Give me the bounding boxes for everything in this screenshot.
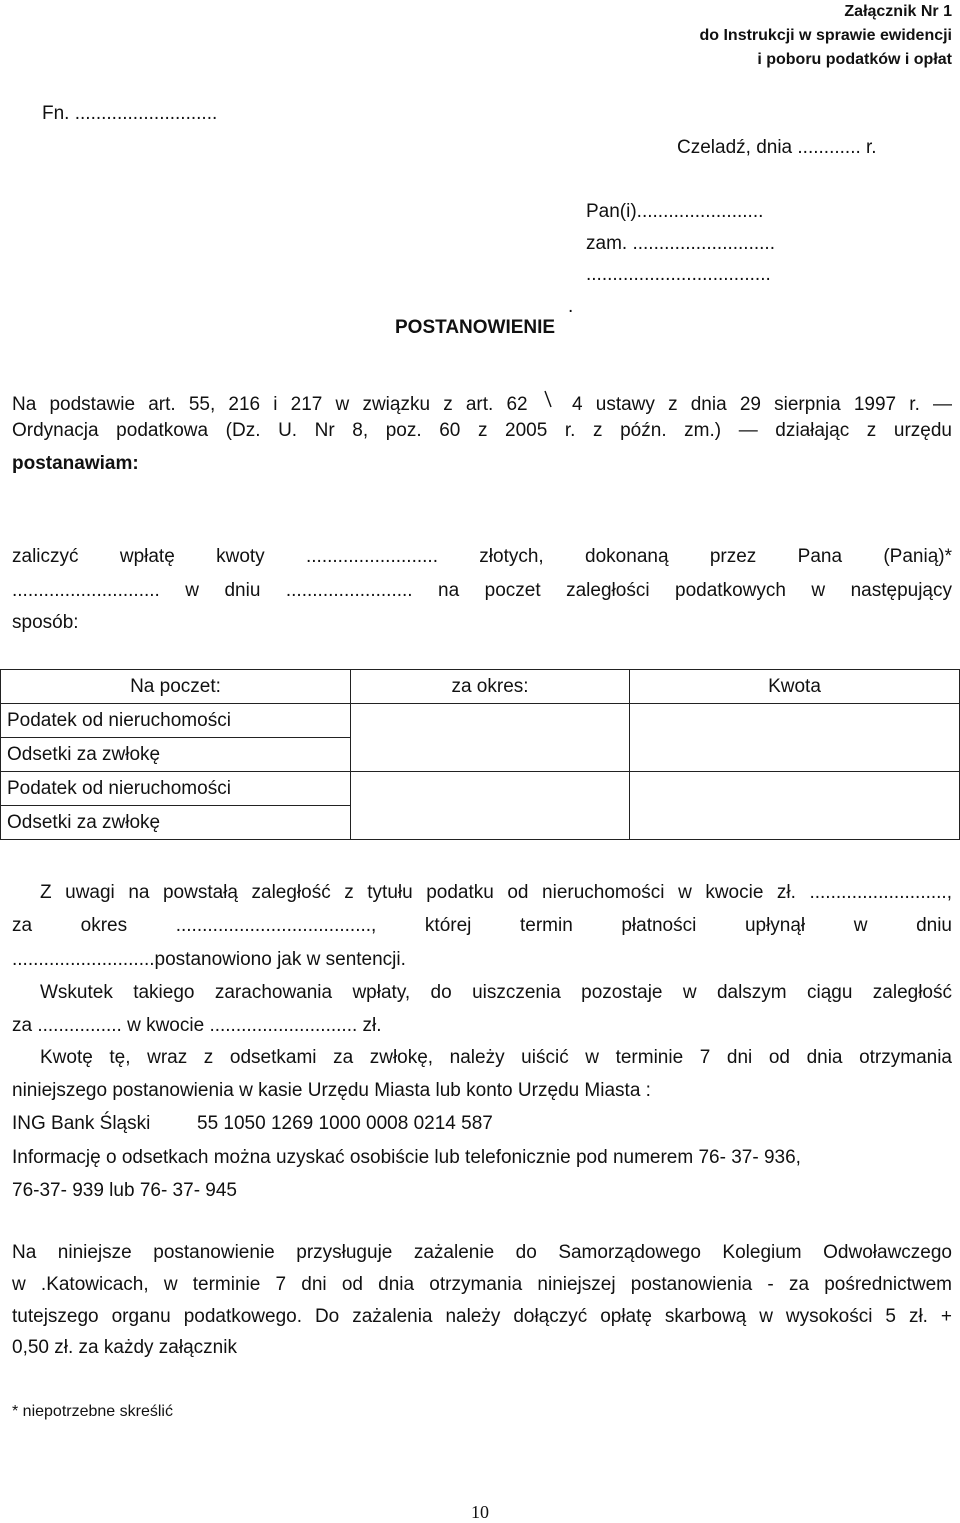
addressee-name: Pan(i)........................ <box>586 201 764 222</box>
amount-cell <box>630 738 960 772</box>
row-label: Podatek od nieruchomości <box>1 704 351 738</box>
header-kwota: Kwota <box>630 670 960 704</box>
appeal-line-4: 0,50 zł. za każdy załącznik <box>12 1337 237 1358</box>
addressee-address-line: ................................... <box>586 264 771 285</box>
appeal-line-3: tutejszego organu podatkowego. Do zażalenia należy dołączyć opłatę skarbową w wysokości 5 zł. + <box>12 1306 952 1327</box>
amount-cell <box>630 704 960 738</box>
period-cell <box>351 738 630 772</box>
legal-basis-line-2: Ordynacja podatkowa (Dz. U. Nr 8, poz. 60 z 2005 r. z późn. zm.) — działając z urzędu <box>12 420 952 441</box>
annex-line-2: do Instrukcji w sprawie ewidencji <box>699 27 952 44</box>
phone-info-line-1: Informację o odsetkach można uzyskać osobiście lub telefonicznie pod numerem 76- 37- 936, <box>12 1147 801 1168</box>
addressee-address: zam. ........................... <box>586 233 775 254</box>
payment-line-1: Kwotę tę, wraz z odsetkami za zwłokę, należy uiścić w terminie 7 dni od dnia otrzymania <box>40 1047 952 1068</box>
payment-line-2: niniejszego postanowienia w kasie Urzędu Miasta lub konto Urzędu Miasta : <box>12 1080 651 1101</box>
annex-header <box>699 0 952 72</box>
period-cell <box>351 772 630 806</box>
period-cell <box>351 806 630 840</box>
table-header-row <box>1 670 960 704</box>
decision-keyword: postanawiam: <box>12 453 139 474</box>
table-row <box>1 704 960 738</box>
allocation-table <box>0 669 960 840</box>
row-label: Podatek od nieruchomości <box>1 772 351 806</box>
legal-basis-line-1 <box>12 388 952 416</box>
appeal-line-1: Na niniejsze postanowienie przysługuje zażalenie do Samorządowego Kolegium Odwoławczego <box>12 1242 952 1263</box>
justification-line-1: Z uwagi na powstałą zaległość z tytułu podatku od nieruchomości w kwocie zł. .........................., <box>40 882 952 903</box>
section-sign-icon <box>541 388 559 416</box>
header-za-okres: za okres: <box>351 670 630 704</box>
period-cell <box>351 704 630 738</box>
bank-name: ING Bank Śląski <box>12 1113 151 1134</box>
appeal-line-2: w .Katowicach, w terminie 7 dni od dnia otrzymania niniejszej postanowienia - za pośrednictwem <box>12 1274 952 1295</box>
balance-line-2: za ................ w kwocie ............................ zł. <box>12 1015 382 1036</box>
balance-line-1: Wskutek takiego zarachowania wpłaty, do uiszczenia pozostaje w dalszym ciągu zaległość <box>40 982 952 1003</box>
table-row <box>1 738 960 772</box>
row-label: Odsetki za zwłokę <box>1 806 351 840</box>
addressee-dot: . <box>568 296 574 317</box>
bank-account-number: 55 1050 1269 1000 0008 0214 587 <box>197 1113 493 1134</box>
amount-cell <box>630 806 960 840</box>
row-label: Odsetki za zwłokę <box>1 738 351 772</box>
document-title: POSTANOWIENIE <box>395 317 556 338</box>
decision-line-2: ............................ w dniu ........................ na poczet zaległości podatkowych w następujący <box>12 580 952 601</box>
page-number: 10 <box>471 1502 489 1522</box>
table-row <box>1 772 960 806</box>
decision-line-3: sposób: <box>12 612 79 633</box>
legal-basis-text-b: 4 ustawy z dnia 29 sierpnia 1997 r. — <box>572 394 953 415</box>
phone-info-line-2: 76-37- 939 lub 76- 37- 945 <box>12 1180 237 1201</box>
header-na-poczet: Na poczet: <box>1 670 351 704</box>
legal-basis-text-a: Na podstawie art. 55, 216 i 217 w związku z art. 62 <box>12 394 528 415</box>
amount-cell <box>630 772 960 806</box>
footnote: * niepotrzebne skreślić <box>12 1403 173 1420</box>
table-row <box>1 806 960 840</box>
decision-line-1: zaliczyć wpłatę kwoty ......................... złotych, dokonaną przez Pana (Panią)* <box>12 546 952 567</box>
reference-number: Fn. ........................... <box>42 103 218 124</box>
annex-line-1: Załącznik Nr 1 <box>844 3 952 20</box>
place-date: Czeladź, dnia ............ r. <box>677 137 877 158</box>
annex-line-3: i poboru podatków i opłat <box>757 51 952 68</box>
justification-line-3: ...........................postanowiono jak w sentencji. <box>12 949 406 970</box>
justification-line-2: za okres ....................................., której termin płatności upłynął w dniu <box>12 915 952 936</box>
